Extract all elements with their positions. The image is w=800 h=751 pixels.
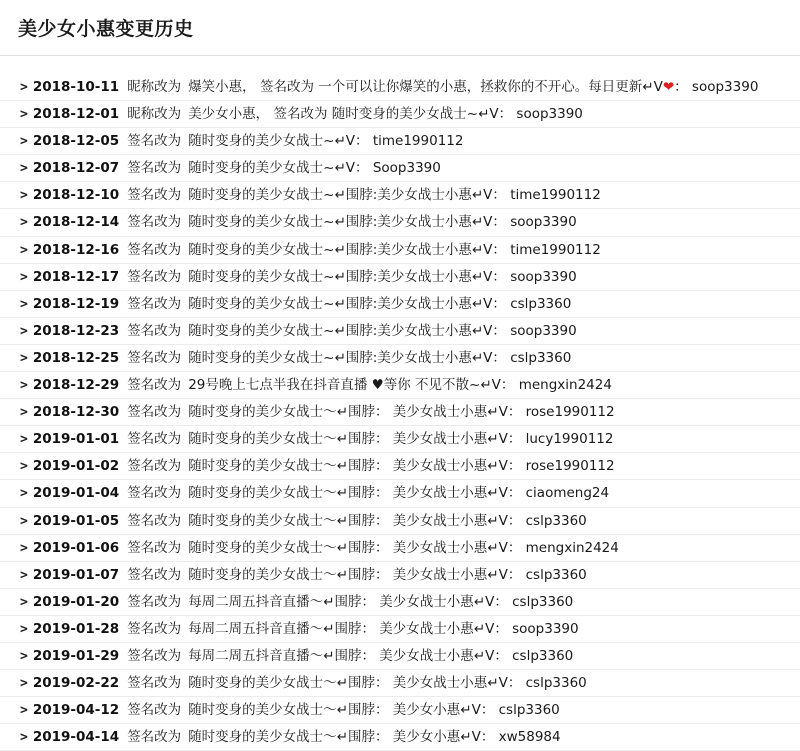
entry-date: 2018-12-25 [32, 349, 120, 366]
bullet-marker: > [20, 676, 28, 692]
list-item [0, 453, 800, 480]
bullet-marker: > [20, 486, 28, 502]
entry-action: 签名改为 [127, 133, 182, 150]
entry-date: 2019-01-07 [32, 566, 120, 583]
bullet-marker: > [20, 242, 28, 258]
entry-action: 签名改为 [127, 702, 182, 719]
entry-action: 签名改为 [127, 160, 182, 177]
entry-action: 签名改为 [127, 593, 182, 610]
entry-date: 2019-01-05 [32, 512, 120, 529]
entry-action: 签名改为 [127, 214, 182, 231]
entry-action: 签名改为 [127, 539, 182, 556]
list-item [0, 291, 800, 318]
entry-action: 签名改为 [127, 322, 182, 339]
list-item [0, 318, 800, 345]
list-item [0, 209, 800, 236]
bullet-marker: > [20, 80, 28, 95]
entry-content: 每周二周五抖音直播～↵围脖： 美少女战士小惠↵V： cslp3360 [188, 593, 574, 610]
entry-action: 签名改为 [127, 620, 182, 637]
bullet-marker: > [20, 161, 28, 177]
bullet-marker: > [20, 188, 28, 204]
bullet-marker: > [20, 378, 28, 394]
list-item [0, 74, 800, 101]
entry-content: 随时变身的美少女战士~↵围脖:美少女战士小惠↵V： time1990112 [188, 241, 601, 258]
entry-content: 随时变身的美少女战士～↵围脖： 美少女战士小惠↵V： mengxin2424 [188, 539, 619, 556]
bullet-marker: > [20, 405, 28, 421]
entry-date: 2018-12-29 [32, 377, 120, 394]
entry-action: 签名改为 [127, 187, 182, 204]
entry-action: 签名改为 [127, 647, 182, 664]
entry-content: 随时变身的美少女战士~↵V： Soop3390 [188, 160, 441, 177]
entry-content: 每周二周五抖音直播～↵围脖： 美少女战士小惠↵V： soop3390 [188, 620, 579, 637]
entry-content: 随时变身的美少女战士～↵围脖： 美少女战士小惠↵V： ciaomeng24 [188, 485, 610, 502]
entry-date: 2019-01-20 [32, 593, 120, 610]
entry-action: 签名改为 [127, 377, 182, 394]
list-item [0, 616, 800, 643]
list-item [0, 589, 800, 616]
entry-content: 每周二周五抖音直播～↵围脖： 美少女战士小惠↵V： cslp3360 [188, 647, 574, 664]
page-title: 美少女小惠变更历史 [18, 18, 194, 40]
entry-date: 2019-01-28 [32, 620, 120, 637]
bullet-marker: > [20, 269, 28, 285]
bullet-marker: > [20, 323, 28, 339]
entry-content: 随时变身的美少女战士~↵围脖:美少女战士小惠↵V： cslp3360 [188, 349, 572, 366]
list-item [0, 670, 800, 697]
entry-date: 2018-12-30 [32, 404, 120, 421]
entry-action: 签名改为 [127, 295, 182, 312]
bullet-marker: > [20, 350, 28, 366]
entry-content: 爆笑小惠， 签名改为 一个可以让你爆笑的小惠，拯救你的不开心。每日更新↵V❤： soop3390 [188, 79, 759, 95]
history-list [0, 74, 800, 751]
top-spacer [0, 56, 800, 74]
entry-date: 2018-12-07 [32, 160, 120, 177]
entry-action: 签名改为 [127, 404, 182, 421]
list-item [0, 101, 800, 128]
entry-date: 2019-01-02 [32, 458, 120, 475]
entry-content: 随时变身的美少女战士～↵围脖： 美少女战士小惠↵V： cslp3360 [188, 566, 587, 583]
bullet-marker: > [20, 648, 28, 664]
entry-content: 随时变身的美少女战士~↵围脖:美少女战士小惠↵V： soop3390 [188, 322, 577, 339]
entry-content: 随时变身的美少女战士～↵围脖： 美少女战士小惠↵V： cslp3360 [188, 512, 587, 529]
entry-action: 签名改为 [127, 268, 182, 285]
entry-action: 签名改为 [127, 485, 182, 502]
list-item [0, 264, 800, 291]
entry-date: 2018-12-23 [32, 322, 120, 339]
list-item [0, 643, 800, 670]
bullet-marker: > [20, 703, 28, 719]
entry-date: 2019-02-22 [32, 675, 120, 692]
bullet-marker: > [20, 215, 28, 231]
entry-date: 2018-12-17 [32, 268, 120, 285]
entry-content: 随时变身的美少女战士~↵围脖:美少女战士小惠↵V： soop3390 [188, 214, 577, 231]
entry-date: 2019-04-12 [32, 702, 120, 719]
entry-content: 随时变身的美少女战士~↵围脖:美少女战士小惠↵V： time1990112 [188, 187, 601, 204]
entry-action: 签名改为 [127, 241, 182, 258]
entry-action: 签名改为 [127, 431, 182, 448]
bullet-marker: > [20, 594, 28, 610]
bullet-marker: > [20, 513, 28, 529]
bullet-marker: > [20, 134, 28, 150]
list-item [0, 697, 800, 724]
entry-date: 2018-12-19 [32, 295, 120, 312]
list-item [0, 508, 800, 535]
list-item [0, 237, 800, 264]
entry-action: 昵称改为 [127, 106, 182, 123]
entry-action: 签名改为 [127, 675, 182, 692]
entry-date: 2018-12-01 [32, 106, 120, 123]
bullet-marker: > [20, 107, 28, 123]
list-item [0, 372, 800, 399]
entry-action: 昵称改为 [127, 79, 182, 95]
entry-content: 随时变身的美少女战士～↵围脖： 美少女小惠↵V： xw58984 [188, 729, 561, 746]
heart-icon: ❤ [662, 79, 675, 95]
entry-action: 签名改为 [127, 729, 182, 746]
entry-date: 2019-01-29 [32, 647, 120, 664]
entry-content: 随时变身的美少女战士~↵V： time1990112 [188, 133, 464, 150]
entry-date: 2019-01-06 [32, 539, 120, 556]
bullet-marker: > [20, 432, 28, 448]
entry-date: 2018-10-11 [32, 79, 120, 95]
entry-content: 随时变身的美少女战士~↵围脖:美少女战士小惠↵V： cslp3360 [188, 295, 572, 312]
list-item [0, 155, 800, 182]
entry-content: 随时变身的美少女战士~↵围脖:美少女战士小惠↵V： soop3390 [188, 268, 577, 285]
entry-action: 签名改为 [127, 512, 182, 529]
bullet-marker: > [20, 730, 28, 746]
entry-content: 随时变身的美少女战士～↵围脖： 美少女战士小惠↵V： rose1990112 [188, 458, 615, 475]
entry-content: 随时变身的美少女战士～↵围脖： 美少女小惠↵V： cslp3360 [188, 702, 560, 719]
entry-action: 签名改为 [127, 458, 182, 475]
bullet-marker: > [20, 567, 28, 583]
entry-content: 美少女小惠， 签名改为 随时变身的美少女战士~↵V： soop3390 [188, 106, 583, 123]
entry-date: 2019-04-14 [32, 729, 120, 746]
entry-date: 2018-12-10 [32, 187, 120, 204]
entry-date: 2018-12-14 [32, 214, 120, 231]
bullet-marker: > [20, 459, 28, 475]
list-item [0, 345, 800, 372]
entry-action: 签名改为 [127, 349, 182, 366]
bullet-marker: > [20, 540, 28, 556]
entry-content: 随时变身的美少女战士～↵围脖： 美少女战士小惠↵V： lucy1990112 [188, 431, 614, 448]
entry-content: 29号晚上七点半我在抖音直播 ♥等你 不见不散~↵V： mengxin2424 [188, 377, 612, 394]
list-item [0, 399, 800, 426]
bullet-marker: > [20, 621, 28, 637]
list-item [0, 182, 800, 209]
list-item [0, 128, 800, 155]
list-item [0, 535, 800, 562]
entry-date: 2018-12-16 [32, 241, 120, 258]
list-item [0, 724, 800, 751]
list-item [0, 480, 800, 507]
entry-content: 随时变身的美少女战士～↵围脖： 美少女战士小惠↵V： rose1990112 [188, 404, 615, 421]
list-item [0, 426, 800, 453]
list-item [0, 562, 800, 589]
entry-action: 签名改为 [127, 566, 182, 583]
entry-content: 随时变身的美少女战士～↵围脖： 美少女战士小惠↵V： cslp3360 [188, 675, 587, 692]
entry-date: 2019-01-01 [32, 431, 120, 448]
entry-date: 2019-01-04 [32, 485, 120, 502]
entry-date: 2018-12-05 [32, 133, 120, 150]
bullet-marker: > [20, 296, 28, 312]
